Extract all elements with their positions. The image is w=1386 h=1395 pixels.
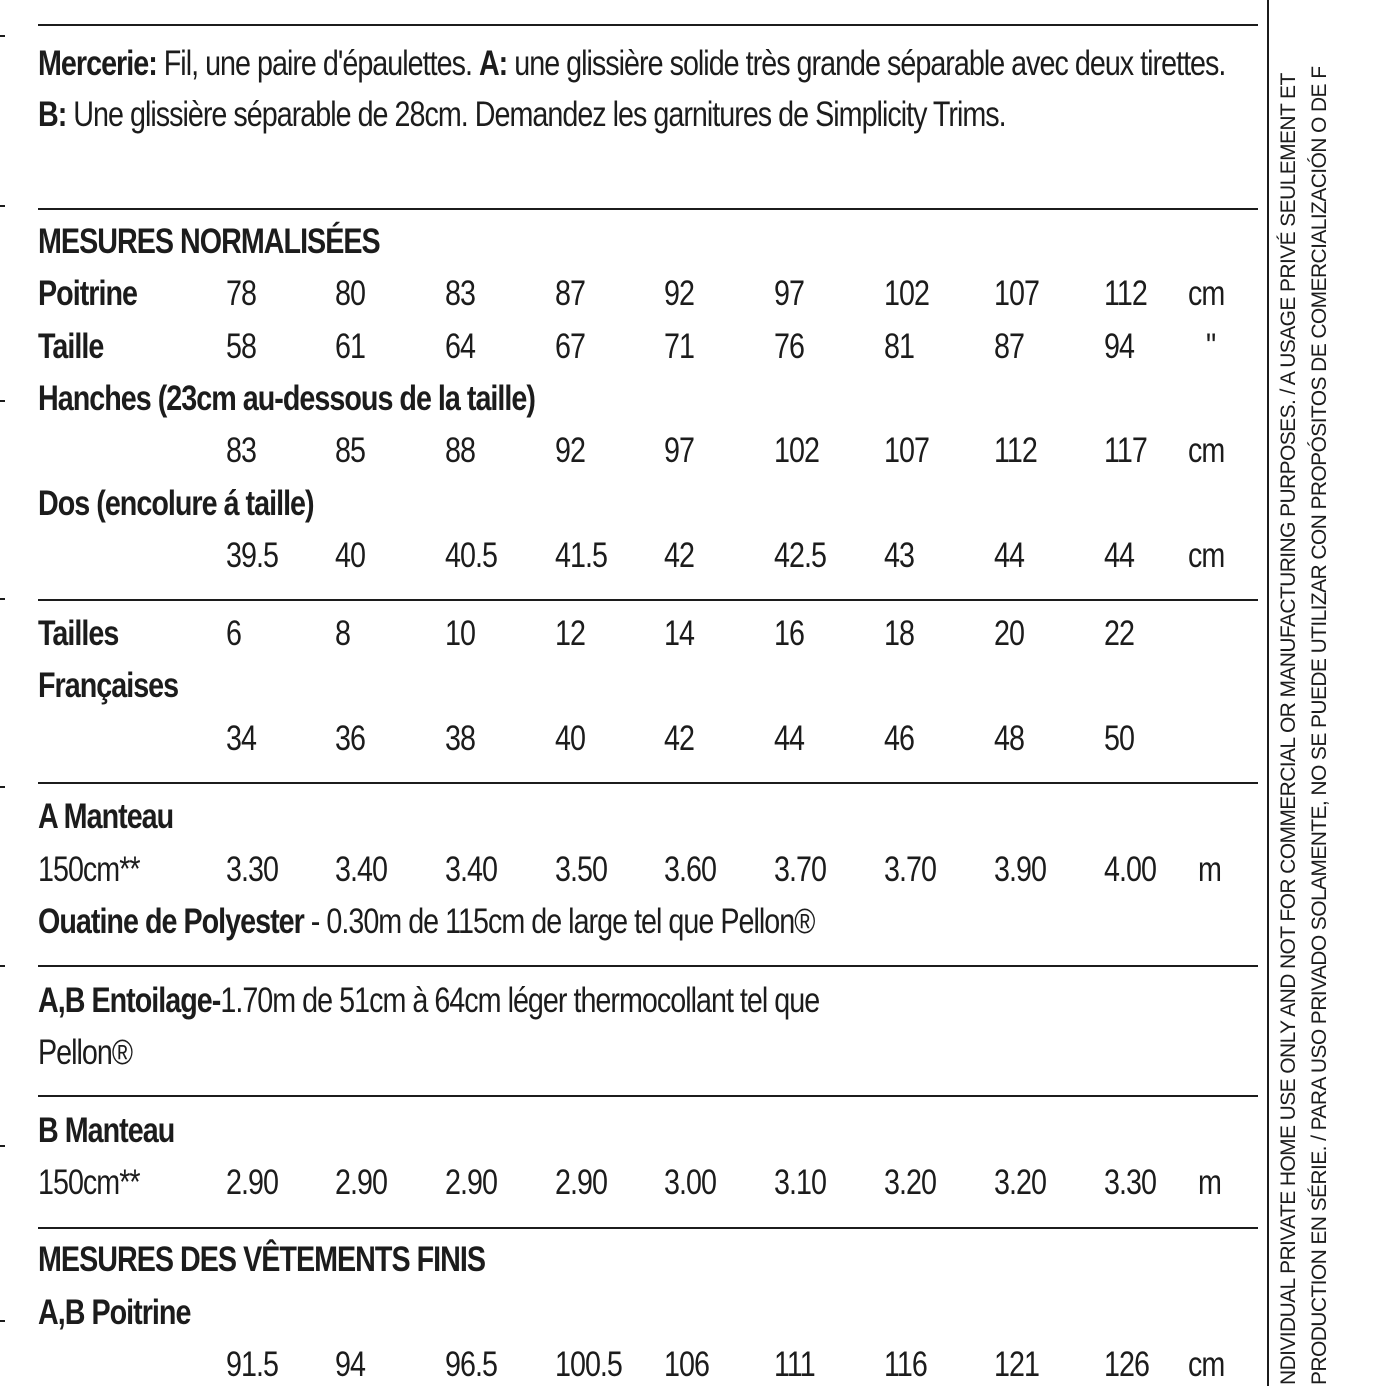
cell: 42 [664,719,694,758]
cell: 3.10 [774,1163,826,1202]
cell: 40 [555,719,585,758]
cell: 3.70 [774,850,826,889]
cell: 80 [335,274,365,313]
notions-view-b-text: Une glissière séparable de 28cm. Demandez les garnitures de Simplicity Trims. [66,95,1006,134]
measurement-row-waist [38,327,1258,377]
cell: 46 [884,719,914,758]
cell: 106 [664,1345,709,1384]
cell: 40 [335,536,365,575]
cell: 3.40 [445,850,497,889]
cell: 81 [884,327,914,366]
cell: 78 [226,274,256,313]
cell: 117 [1104,431,1147,470]
interfacing-line-2: Pellon® [38,1033,133,1072]
cell: 97 [664,431,694,470]
left-margin [0,0,3,1386]
finished-bust-row [38,1345,1258,1395]
right-border [1267,0,1269,1386]
cell: 61 [335,327,365,366]
cell: 94 [1104,327,1134,366]
cell: 44 [1104,536,1134,575]
cell: 121 [994,1345,1039,1384]
cell: 3.40 [335,850,387,889]
cell: 97 [774,274,804,313]
cell: 3.90 [994,850,1046,889]
cell: 87 [555,274,585,313]
margin-tick [0,35,5,37]
cell: 2.90 [445,1163,497,1202]
cell: 92 [664,274,694,313]
cell: 40.5 [445,536,497,575]
unit: m [1198,1163,1221,1202]
row-label: Hanches (23cm au-dessous de la taille) [38,379,535,418]
row-label: Tailles [38,614,119,653]
cell: 3.30 [226,850,278,889]
row-label: Dos (encolure á taille) [38,484,314,523]
cell: 20 [994,614,1024,653]
cell: 3.50 [555,850,607,889]
view-b-fabric-row [38,1163,1258,1213]
batting-text: - 0.30m de 115cm de large tel que Pellon® [303,902,815,941]
body-measurements-heading: MESURES NORMALISÉES [38,222,380,261]
measurement-row-bust [38,274,1258,324]
cell: 71 [664,327,694,366]
cell: 3.30 [1104,1163,1156,1202]
cell: 58 [226,327,256,366]
cell: 16 [774,614,804,653]
unit: cm [1188,536,1225,575]
notions-view-b-label: B: [38,95,67,134]
margin-tick [0,786,5,788]
cell: 67 [555,327,585,366]
interfacing-text: 1.70m de 51cm à 64cm léger thermocollant tel que [220,981,820,1020]
cell: 76 [774,327,804,366]
interfacing-line [38,981,819,1021]
batting-line [38,902,814,942]
section-divider [38,965,1258,967]
cell: 41.5 [555,536,607,575]
section-divider [38,24,1258,26]
cell: 14 [664,614,694,653]
cell: 6 [226,614,241,653]
french-sizes-label-row [38,666,1258,716]
notions-text: Fil, une paire d'épaulettes. [156,44,479,83]
section-divider [38,208,1258,210]
section-divider [38,1095,1258,1097]
measurement-row-hip-label [38,379,1258,429]
cell: 42 [664,536,694,575]
unit: cm [1188,431,1225,470]
row-label: 150cm** [38,1163,140,1202]
cell: 4.00 [1104,850,1156,889]
measurement-row-back [38,536,1258,586]
cell: 2.90 [226,1163,278,1202]
cell: 39.5 [226,536,278,575]
unit: " [1206,327,1216,366]
cell: 87 [994,327,1024,366]
interfacing-label: A,B Entoilage- [38,981,221,1020]
cell: 85 [335,431,365,470]
cell: 8 [335,614,350,653]
cell: 88 [445,431,475,470]
unit: cm [1188,1345,1225,1384]
view-b-title: B Manteau [38,1111,175,1150]
notions-section [38,38,1258,140]
row-label: Taille [38,327,104,366]
cell: 94 [335,1345,365,1384]
measurement-row-back-label [38,484,1258,534]
view-a-fabric-row [38,850,1258,900]
usage-notice-line-1: NDIVIDUAL PRIVATE HOME USE ONLY AND NOT FOR COMMERCIAL OR MANUFACTURING PURPOSES. / A USAGE PRIVÉ SEULEMENT ET [1277,73,1300,1385]
cell: 91.5 [226,1345,278,1384]
cell: 22 [1104,614,1134,653]
cell: 3.70 [884,850,936,889]
cell: 2.90 [555,1163,607,1202]
batting-label: Ouatine de Polyester [38,902,304,941]
cell: 34 [226,719,256,758]
cell: 3.60 [664,850,716,889]
measurement-row-hip [38,431,1258,481]
cell: 96.5 [445,1345,497,1384]
cell: 44 [994,536,1024,575]
cell: 112 [994,431,1037,470]
cell: 38 [445,719,475,758]
usage-notice-line-2: PRODUCTION EN SÉRIE. / PARA USO PRIVADO SOLAMENTE, NO SE PUEDE UTILIZAR CON PROPÓSITOS DE COMERCIALIZACIÓN O DE F [1308,66,1331,1385]
cell: 2.90 [335,1163,387,1202]
cell: 126 [1104,1345,1149,1384]
cell: 92 [555,431,585,470]
cell: 102 [884,274,929,313]
row-label: 150cm** [38,850,140,889]
cell: 107 [994,274,1039,313]
cell: 116 [884,1345,927,1384]
cell: 83 [226,431,256,470]
cell: 112 [1104,274,1147,313]
sizes-row [38,614,1258,664]
cell: 43 [884,536,914,575]
finished-bust-label: A,B Poitrine [38,1293,191,1332]
view-a-title: A Manteau [38,797,174,836]
cell: 42.5 [774,536,826,575]
notions-view-a-label: A: [478,44,508,83]
cell: 36 [335,719,365,758]
section-divider [38,1227,1258,1229]
section-divider [38,599,1258,601]
cell: 3.00 [664,1163,716,1202]
finished-measurements-heading: MESURES DES VÊTEMENTS FINIS [38,1240,486,1279]
notions-label: Mercerie: [38,44,157,83]
french-sizes-row [38,719,1258,769]
cell: 44 [774,719,804,758]
cell: 10 [445,614,475,653]
cell: 111 [774,1345,815,1384]
cell: 3.20 [884,1163,936,1202]
cell: 100.5 [555,1345,622,1384]
margin-tick [0,598,5,600]
margin-tick [0,400,5,402]
margin-tick [0,1320,5,1322]
cell: 12 [555,614,585,653]
row-label: Poitrine [38,274,137,313]
cell: 107 [884,431,929,470]
cell: 48 [994,719,1024,758]
margin-tick [0,965,5,967]
cell: 83 [445,274,475,313]
row-label: Françaises [38,666,179,705]
cell: 64 [445,327,475,366]
section-divider [38,782,1258,784]
unit: cm [1188,274,1225,313]
cell: 50 [1104,719,1134,758]
unit: m [1198,850,1221,889]
margin-tick [0,205,5,207]
cell: 3.20 [994,1163,1046,1202]
cell: 18 [884,614,914,653]
margin-tick [0,1145,5,1147]
notions-view-a-text: une glissière solide très grande séparable avec deux tirettes. [507,44,1226,83]
cell: 102 [774,431,819,470]
